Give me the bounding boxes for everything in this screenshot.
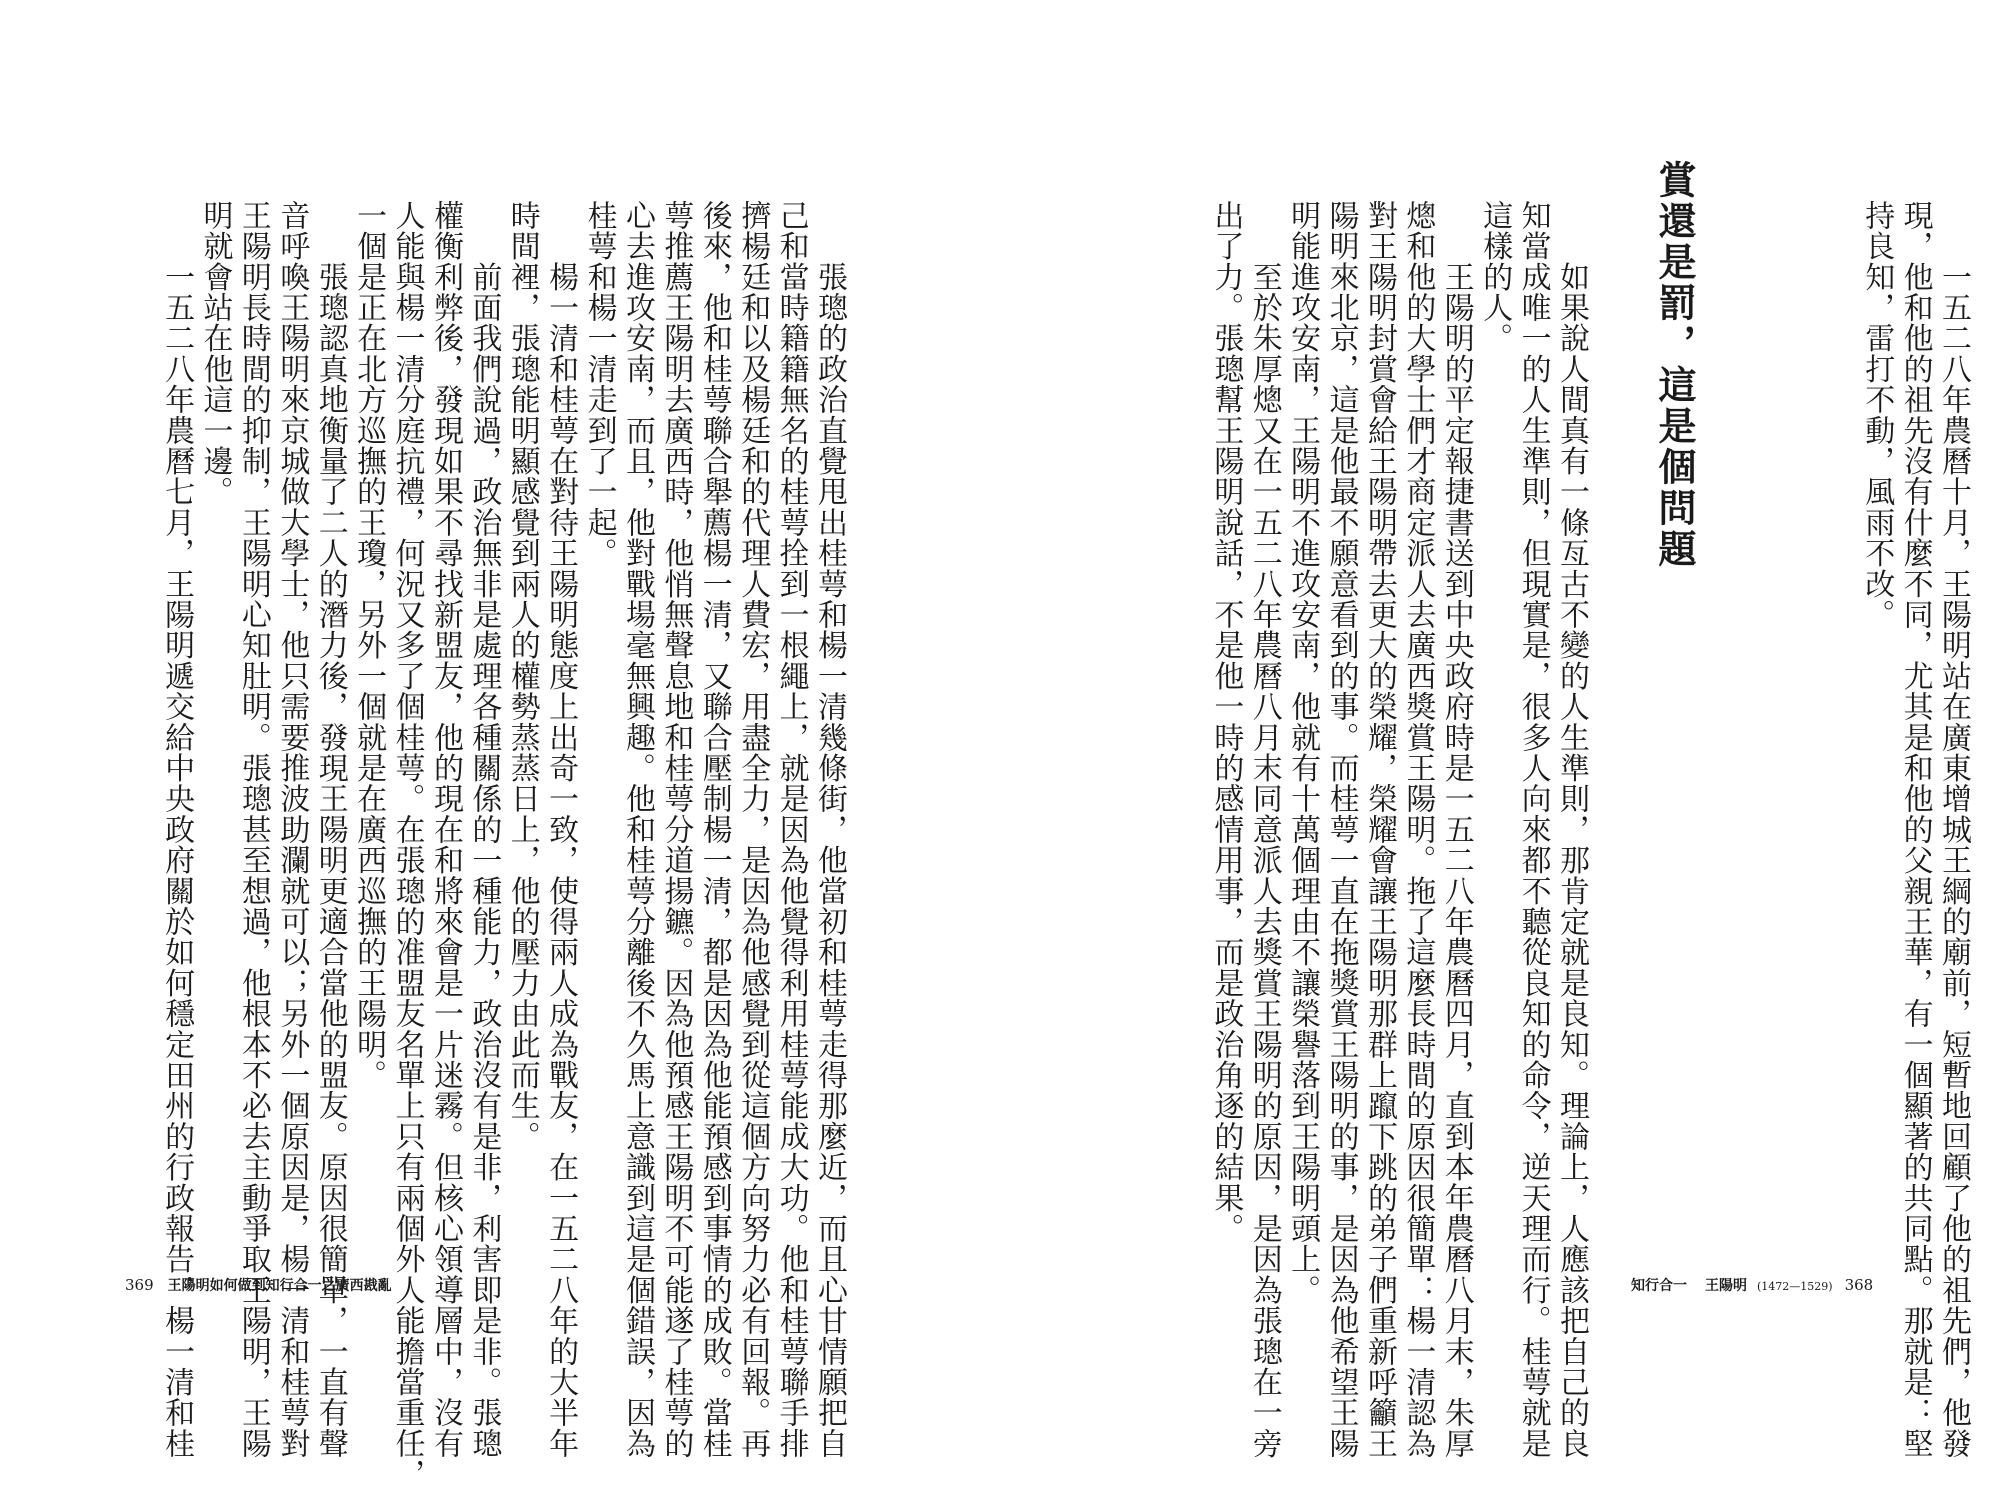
text-column: 持良知，雷打不動，風雨不改。	[1859, 200, 1895, 630]
text-column: 人能與楊一清分庭抗禮，何況又多了個桂萼。在張璁的准盟友名單上只有兩個外人能擔當重任，	[389, 200, 425, 1489]
section-heading: 賞還是罰，這是個問題	[1652, 160, 1696, 570]
text-column: 張璁認真地衡量了二人的潛力後，發現王陽明更適合當他的盟友。原因很簡單，一直有聲	[312, 200, 348, 1459]
author-years: (1472—1529)	[1757, 1280, 1833, 1293]
chapter-title: 王陽明如何做到知行合一之廣西戡亂	[167, 1278, 392, 1294]
text-column: 張璁的政治直覺甩出桂萼和楊一清幾條街，他當初和桂萼走得那麼近，而且心甘情願把自	[812, 200, 847, 1459]
text-column: 桂萼和楊一清走到了一起。	[581, 200, 617, 569]
page-number-left: 369	[125, 1276, 154, 1294]
intro-text	[1857, 200, 1972, 1459]
text-column: 對王陽明封賞會給王陽明帶去更大的榮耀，榮耀會讓王陽明那群上躥下跳的弟子們重新呼籲王	[1361, 200, 1397, 1459]
right-page	[1004, 0, 2008, 1459]
text-column: 明能進攻安南，王陽明不進攻安南，他就有十萬個理由不讓榮譽落到王陽明頭上。	[1285, 200, 1321, 1306]
text-column: 如果說人間真有一條亙古不變的人生準則，那肯定就是良知。理論上，人應該把自己的良	[1554, 200, 1589, 1459]
text-column: 己和當時籍籍無名的桂萼拴到一根繩上，就是因為他覺得利用桂萼能成大功。他和桂萼聯手排	[773, 200, 809, 1459]
text-column: 至於朱厚熜又在一五二八年農曆八月末同意派人去獎賞王陽明的原因，是因為張璁在一旁	[1246, 200, 1282, 1459]
text-column: 心去進攻安南，而且，他對戰場毫無興趣。他和桂萼分離後不久馬上意識到這是個錯誤，因為	[619, 200, 655, 1459]
text-column: 權衡利弊後，發現如果不尋找新盟友，他的現在和將來會是一片迷霧。但核心領導層中，沒有	[427, 200, 463, 1459]
text-column: 陽明來北京，這是他最不願意看到的事。而桂萼一直在拖獎賞王陽明的事，是因為他希望王陽	[1323, 200, 1359, 1459]
left-footer	[125, 1275, 392, 1296]
text-column: 明就會站在他這一邊。	[197, 200, 233, 507]
text-column: 一五二八年農曆十月，王陽明站在廣東增城王綱的廟前，短暫地回顧了他的祖先們，他發	[1936, 200, 1971, 1459]
text-column: 擠楊廷和以及楊廷和的代理人費宏，用盡全力，是因為他感覺到從這個方向努力必有回報。再	[735, 200, 771, 1459]
text-column: 楊一清和桂萼在對待王陽明態度上出奇一致，使得兩人成為戰友，在一五二八年的大半年	[543, 200, 579, 1459]
text-column: 萼推薦王陽明去廣西時，他悄無聲息地和桂萼分道揚鑣。因為他預感王陽明不可能遂了桂萼的	[658, 200, 694, 1459]
text-column: 出了力。張璁幫王陽明說話，不是他一時的感情用事，而是政治角逐的結果。	[1208, 200, 1244, 1244]
text-column: 一個是正在北方巡撫的王瓊，另外一個就是在廣西巡撫的王陽明。	[351, 200, 387, 1091]
text-column: 現，他和他的祖先沒有什麼不同，尤其是和他的父親王華，有一個顯著的共同點。那就是：堅	[1897, 200, 1933, 1459]
text-column: 後來，他和桂萼聯合舉薦楊一清，又聯合壓制楊一清，都是因為他能預感到事情的成敗。當桂	[696, 200, 732, 1459]
author-name: 王陽明	[1705, 1278, 1747, 1294]
section-body	[1206, 200, 1590, 1459]
text-column: 知當成唯一的人生準則，但現實是，很多人向來都不聽從良知的命令，逆天理而行。桂萼就是	[1515, 200, 1551, 1459]
page-number-right: 368	[1844, 1276, 1874, 1294]
book-title: 知行合一	[1631, 1278, 1687, 1294]
text-column: 王陽明長時間的抑制，王陽明心知肚明。張璁甚至想過，他根本不必去主動爭取王陽明，王陽	[235, 200, 271, 1459]
text-column: 時間裡，張璁能明顯感覺到兩人的權勢蒸蒸日上，他的壓力由此而生。	[504, 200, 540, 1152]
right-footer	[1631, 1275, 1873, 1297]
text-column: 王陽明的平定報捷書送到中央政府時是一五二八年農曆四月，直到本年農曆八月末，朱厚	[1438, 200, 1474, 1459]
text-column: 前面我們說過，政治無非是處理各種關係的一種能力，政治沒有是非，利害即是非。張璁	[466, 200, 502, 1459]
text-column: 這樣的人。	[1477, 200, 1513, 354]
text-column: 熜和他的大學士們才商定派人去廣西獎賞王陽明。拖了這麼長時間的原因很簡單：楊一清認為	[1400, 200, 1436, 1459]
text-column: 一五二八年農曆七月，王陽明遞交給中央政府關於如何穩定田州的行政報告，楊一清和桂	[159, 200, 195, 1459]
text-column: 音呼喚王陽明來京城做大學士，他只需要推波助瀾就可以；另外一個原因是，楊一清和桂萼對	[274, 200, 310, 1459]
